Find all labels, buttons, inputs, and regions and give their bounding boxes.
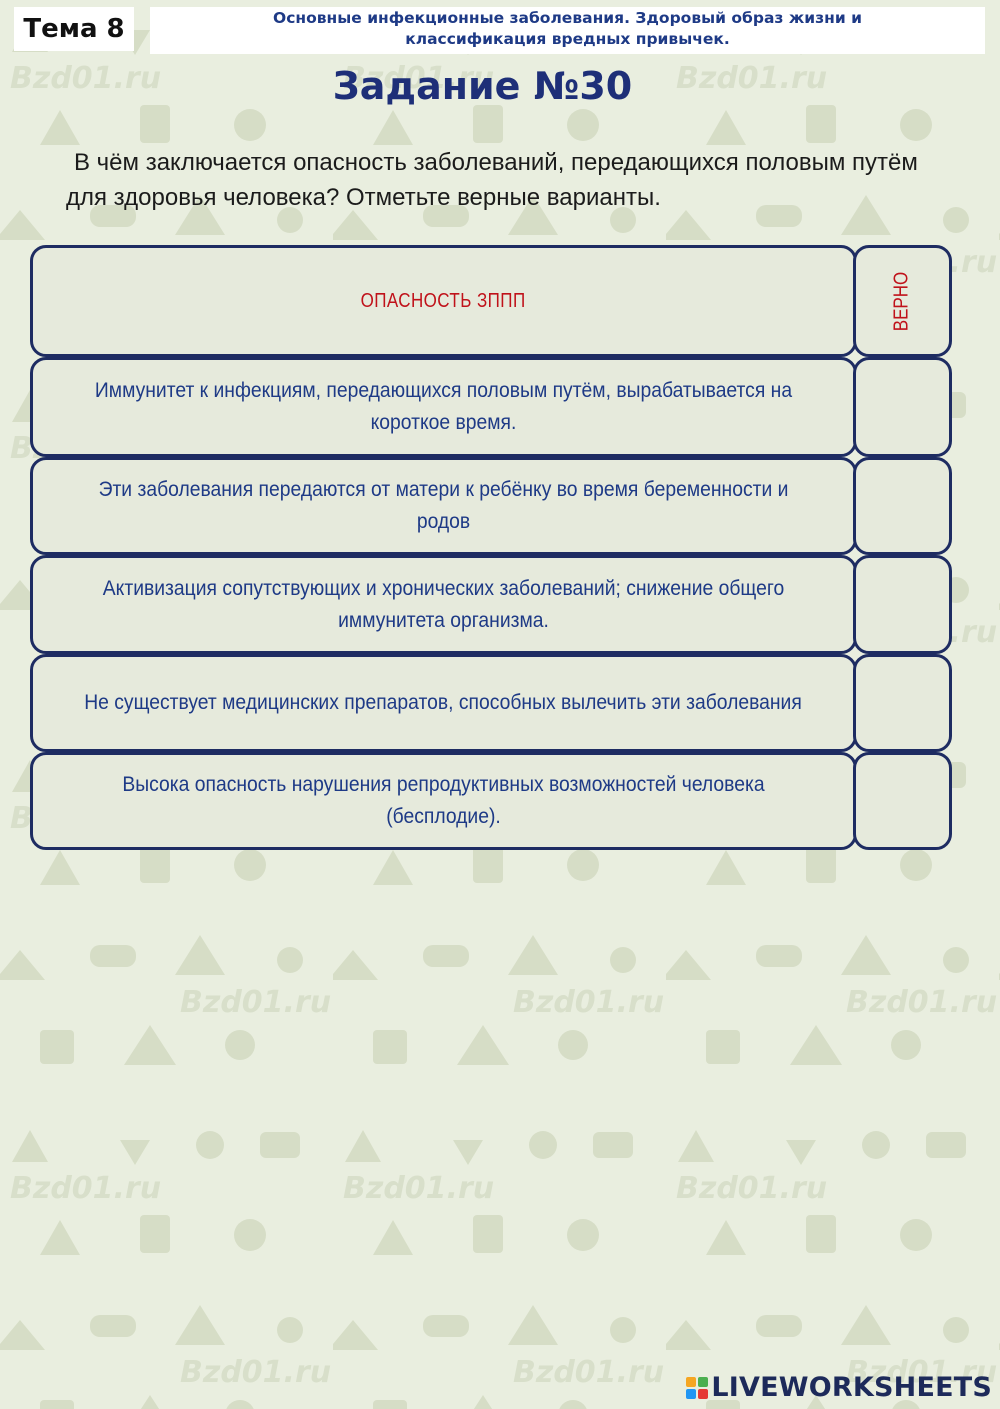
answer-text: Высока опасность нарушения репродуктивных возможностей человека (бесплодие). — [122, 773, 765, 828]
topic-label: Тема 8 — [14, 7, 134, 51]
answer-checkbox-5[interactable] — [853, 752, 952, 850]
topic-title-line-2: классификация вредных привычек. — [405, 30, 730, 48]
answer-checkbox-3[interactable] — [853, 555, 952, 654]
brand-text: LIVEWORKSHEETS — [711, 1372, 992, 1403]
liveworksheets-logo-icon — [686, 1377, 708, 1399]
task-title: Задание №30 — [332, 64, 633, 108]
answer-checkbox-2[interactable] — [853, 457, 952, 555]
answer-text: Не существует медицинских препаратов, способных вылечить эти заболевания — [84, 691, 803, 714]
answer-text: Активизация сопутствующих и хронических заболеваний; снижение общего иммунитета организма. — [102, 576, 785, 632]
check-header-label: ВЕРНО — [891, 271, 913, 331]
answer-text: Эти заболевания передаются от матери к ребёнку во время беременности и родов — [98, 478, 789, 533]
table-header-cell — [30, 245, 857, 357]
answer-checkbox-1[interactable] — [853, 357, 952, 457]
answer-row-4 — [30, 654, 857, 752]
answer-checkbox-4[interactable] — [853, 654, 952, 752]
answer-row-3 — [30, 555, 857, 654]
answer-row-1 — [30, 357, 857, 457]
liveworksheets-brand — [686, 1372, 992, 1403]
answer-text: Иммунитет к инфекциям, передающихся половым путём, вырабатывается на короткое время. — [94, 379, 793, 434]
topic-title — [150, 7, 985, 54]
question-text: В чём заключается опасность заболеваний, передающихся половым путём для здоровья человека? Отметьте верные варианты. — [66, 149, 918, 211]
table-header-label: ОПАСНОСТЬ ЗППП — [360, 289, 527, 312]
check-header-cell — [853, 245, 952, 357]
answer-row-5 — [30, 752, 857, 850]
topic-title-line-1: Основные инфекционные заболевания. Здоровый образ жизни и — [273, 9, 862, 27]
answer-row-2 — [30, 457, 857, 555]
